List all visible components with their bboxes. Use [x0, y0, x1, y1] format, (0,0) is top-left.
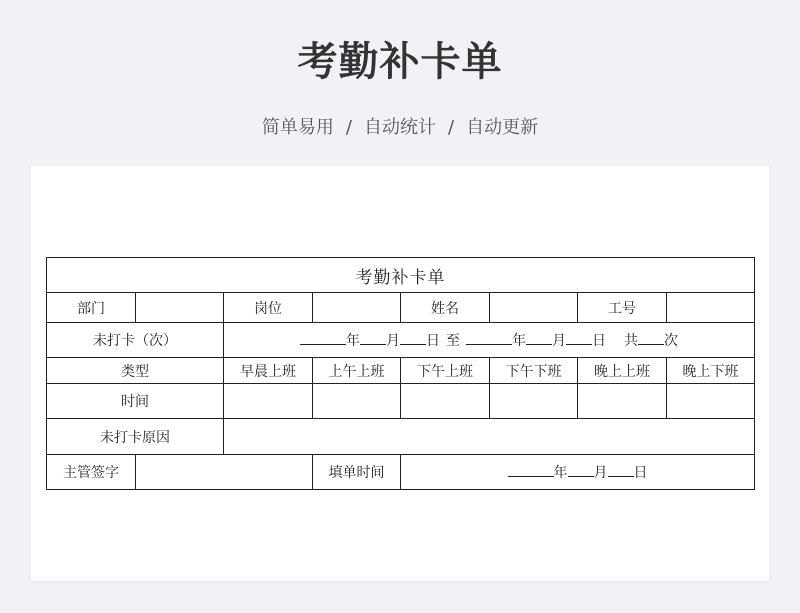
- form-title: 考勤补卡单: [47, 258, 755, 293]
- subtitle-separator: /: [345, 117, 352, 138]
- subtitle-separator: /: [448, 117, 455, 138]
- subtitle-item: 简单易用: [261, 117, 334, 138]
- time-field[interactable]: [490, 384, 578, 419]
- missed-date-range[interactable]: [224, 323, 755, 358]
- month-text: 月: [593, 465, 608, 481]
- time-row: [47, 384, 755, 419]
- post-field[interactable]: [313, 293, 401, 323]
- subtitle-item: 自动统计: [364, 117, 436, 138]
- reason-label: 未打卡原因: [47, 419, 224, 455]
- page-subtitle: [0, 113, 800, 139]
- type-column-header: 晚上下班: [667, 358, 755, 384]
- day-text: 日: [426, 333, 440, 349]
- document-sheet: [31, 166, 769, 581]
- time-field[interactable]: [667, 384, 755, 419]
- type-row: [47, 358, 755, 384]
- employee-id-field[interactable]: [667, 293, 755, 323]
- time-field[interactable]: [401, 384, 490, 419]
- type-column-header: 上午上班: [313, 358, 401, 384]
- type-column-header: 晚上上班: [578, 358, 667, 384]
- type-column-header: 早晨上班: [224, 358, 313, 384]
- total-text: 共: [624, 333, 638, 349]
- name-field[interactable]: [490, 293, 578, 323]
- sign-row: [47, 455, 755, 490]
- reason-row: [47, 419, 755, 455]
- dept-field[interactable]: [136, 293, 224, 323]
- dept-row: [47, 293, 755, 323]
- year-text: 年: [553, 465, 568, 481]
- fill-year-blank[interactable]: [508, 465, 554, 477]
- time-field[interactable]: [313, 384, 401, 419]
- supervisor-sign-label: 主管签字: [47, 455, 136, 490]
- fill-time-label: 填单时间: [313, 455, 401, 490]
- post-label: 岗位: [224, 293, 313, 323]
- fill-time-field[interactable]: [401, 455, 755, 490]
- fill-day-blank[interactable]: [608, 465, 634, 477]
- month-text: 月: [386, 333, 400, 349]
- year-text: 年: [346, 333, 360, 349]
- time-field[interactable]: [578, 384, 667, 419]
- start-year-blank[interactable]: [300, 333, 346, 345]
- subtitle-item: 自动更新: [466, 117, 539, 138]
- fill-month-blank[interactable]: [568, 465, 594, 477]
- employee-id-label: 工号: [578, 293, 667, 323]
- end-day-blank[interactable]: [566, 333, 592, 345]
- year-text: 年: [512, 333, 526, 349]
- form-title-row: [47, 258, 755, 293]
- supervisor-sign-field[interactable]: [136, 455, 313, 490]
- type-label: 类型: [47, 358, 224, 384]
- to-text: 至: [446, 333, 460, 349]
- missed-row: [47, 323, 755, 358]
- time-label: 时间: [47, 384, 224, 419]
- start-day-blank[interactable]: [400, 333, 426, 345]
- dept-label: 部门: [47, 293, 136, 323]
- missed-label: 未打卡（次）: [47, 323, 224, 358]
- end-year-blank[interactable]: [466, 333, 512, 345]
- attendance-form-table: [46, 257, 755, 490]
- month-text: 月: [552, 333, 566, 349]
- end-month-blank[interactable]: [526, 333, 552, 345]
- reason-field[interactable]: [224, 419, 755, 455]
- times-text: 次: [664, 333, 678, 349]
- page-title: 考勤补卡单: [297, 39, 503, 85]
- day-text: 日: [633, 465, 648, 481]
- count-blank[interactable]: [638, 333, 664, 345]
- name-label: 姓名: [401, 293, 490, 323]
- start-month-blank[interactable]: [360, 333, 386, 345]
- type-column-header: 下午上班: [401, 358, 490, 384]
- time-field[interactable]: [224, 384, 313, 419]
- type-column-header: 下午下班: [490, 358, 578, 384]
- day-text: 日: [592, 333, 606, 349]
